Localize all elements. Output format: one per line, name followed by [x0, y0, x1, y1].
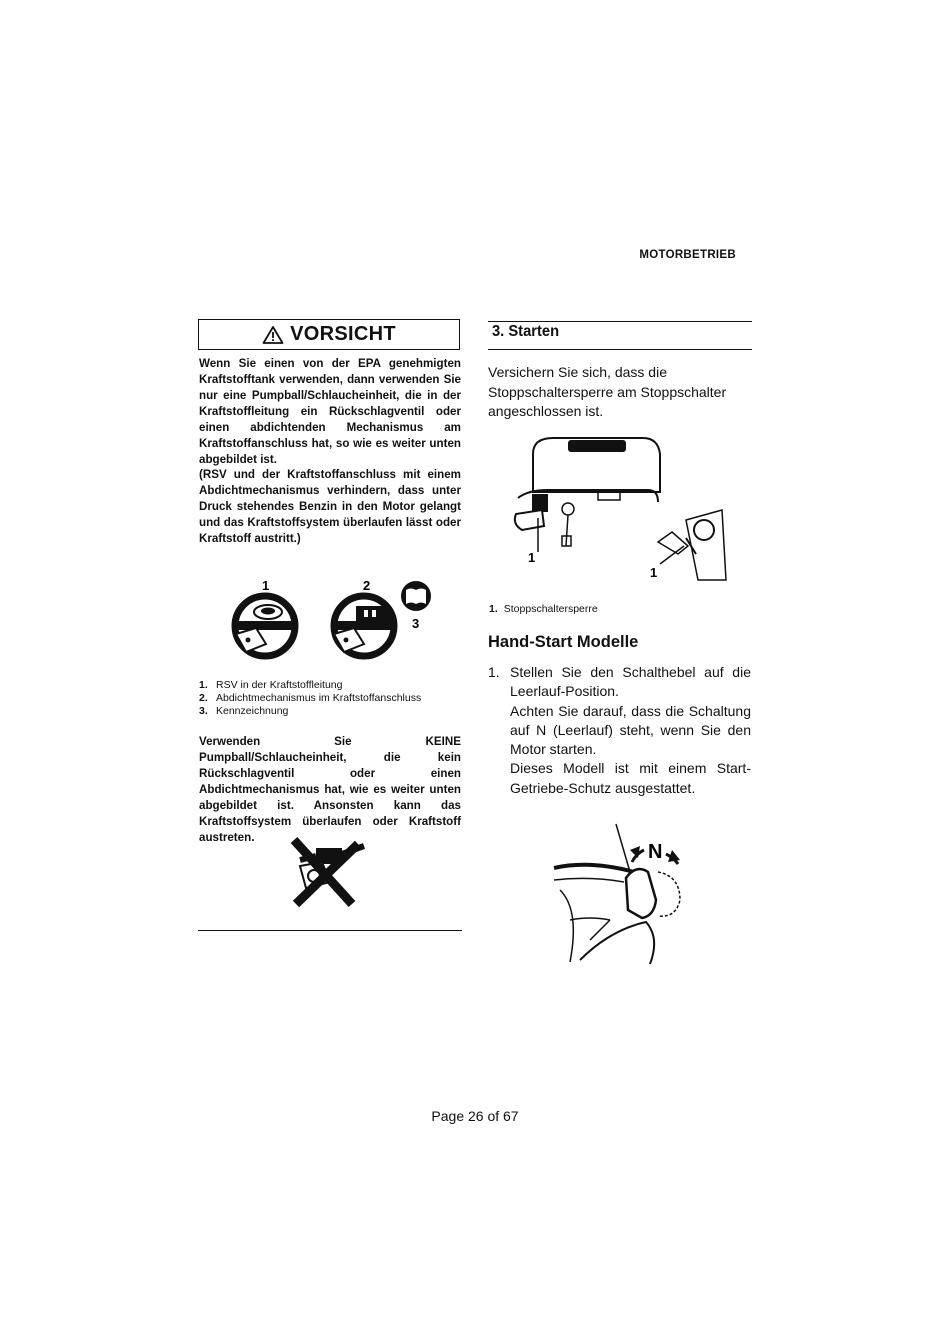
section-header: MOTORBETRIEB — [639, 249, 736, 261]
caution-title: VORSICHT — [290, 323, 396, 345]
prohibited-connector-illustration — [286, 836, 366, 908]
subsection-title: Hand-Start Modelle — [488, 633, 639, 651]
step-line: Stellen Sie den Schalthebel auf die Leerlauf-Position. — [510, 664, 751, 700]
section-divider — [198, 930, 462, 931]
step-line: Dieses Modell ist mit einem Start-Getriebe-Schutz ausgestattet. — [510, 760, 751, 796]
figure-label-3: 3 — [412, 616, 420, 631]
caution-paragraph-2: (RSV und der Kraftstoffanschluss mit einem Abdichtmechanismus verhindern, dass unter Druck stehendes Benzin in den Motor gelangt und das Kraftstoffsystem überlaufen lässt oder Kraftstoff austritt.) — [199, 468, 461, 545]
section-rule-bottom — [488, 349, 752, 350]
page-number: Page 26 of 67 — [431, 1108, 519, 1124]
figure-label-2: 2 — [363, 578, 371, 593]
section-rule-top — [488, 321, 752, 322]
caption-item: 1. RSV in der Kraftstoffleitung — [199, 679, 343, 691]
step-item — [488, 663, 752, 798]
caption-list — [199, 679, 461, 718]
step-number: 1. — [488, 664, 500, 680]
section-title: 3. Starten — [492, 323, 560, 340]
caption-item: 2. Abdichtmechanismus im Kraftstoffanschluss — [199, 692, 422, 704]
figure-label-1: 1 — [262, 578, 270, 593]
stop-switch-illustration — [508, 434, 730, 584]
caution-paragraph-3: Verwenden Sie KEINE Pumpball/Schlaucheinheit, die kein Rückschlagventil oder einen Abdichtmechanismus hat, wie es weiter unten abgebildet ist. Ansonsten kann das Kraftstoffsystem überlaufen oder Kraftstoff austreten. — [199, 735, 461, 844]
caption-item: 3. Kennzeichnung — [199, 705, 289, 717]
neutral-label: N — [648, 841, 663, 863]
figure-caption: 1. Stoppschaltersperre — [489, 603, 598, 615]
step-line: Achten Sie darauf, dass die Schaltung auf N (Leerlauf) steht, wenn Sie den Motor starten. — [510, 702, 751, 758]
warning-icon — [262, 325, 284, 345]
intro-text: Versichern Sie sich, dass die Stoppschaltersperre am Stoppschalter angeschlossen ist. — [488, 364, 727, 419]
figure-label-1: 1 — [528, 550, 536, 565]
caution-paragraph-1: Wenn Sie einen von der EPA genehmigten Kraftstofftank verwenden, dann verwenden Sie nur eine Pumpball/Schlaucheinheit, die in der Kraftstoffleitung ein Rückschlagventil oder einen abdichtenden Mechanismus am Kraftstoffanschluss hat, so wie es weiter unten abgebildet ist. — [199, 357, 461, 466]
caution-box — [198, 319, 460, 350]
fuel-connector-illustration — [226, 574, 446, 666]
shift-lever-illustration — [550, 820, 696, 966]
figure-label-1b: 1 — [650, 565, 658, 580]
